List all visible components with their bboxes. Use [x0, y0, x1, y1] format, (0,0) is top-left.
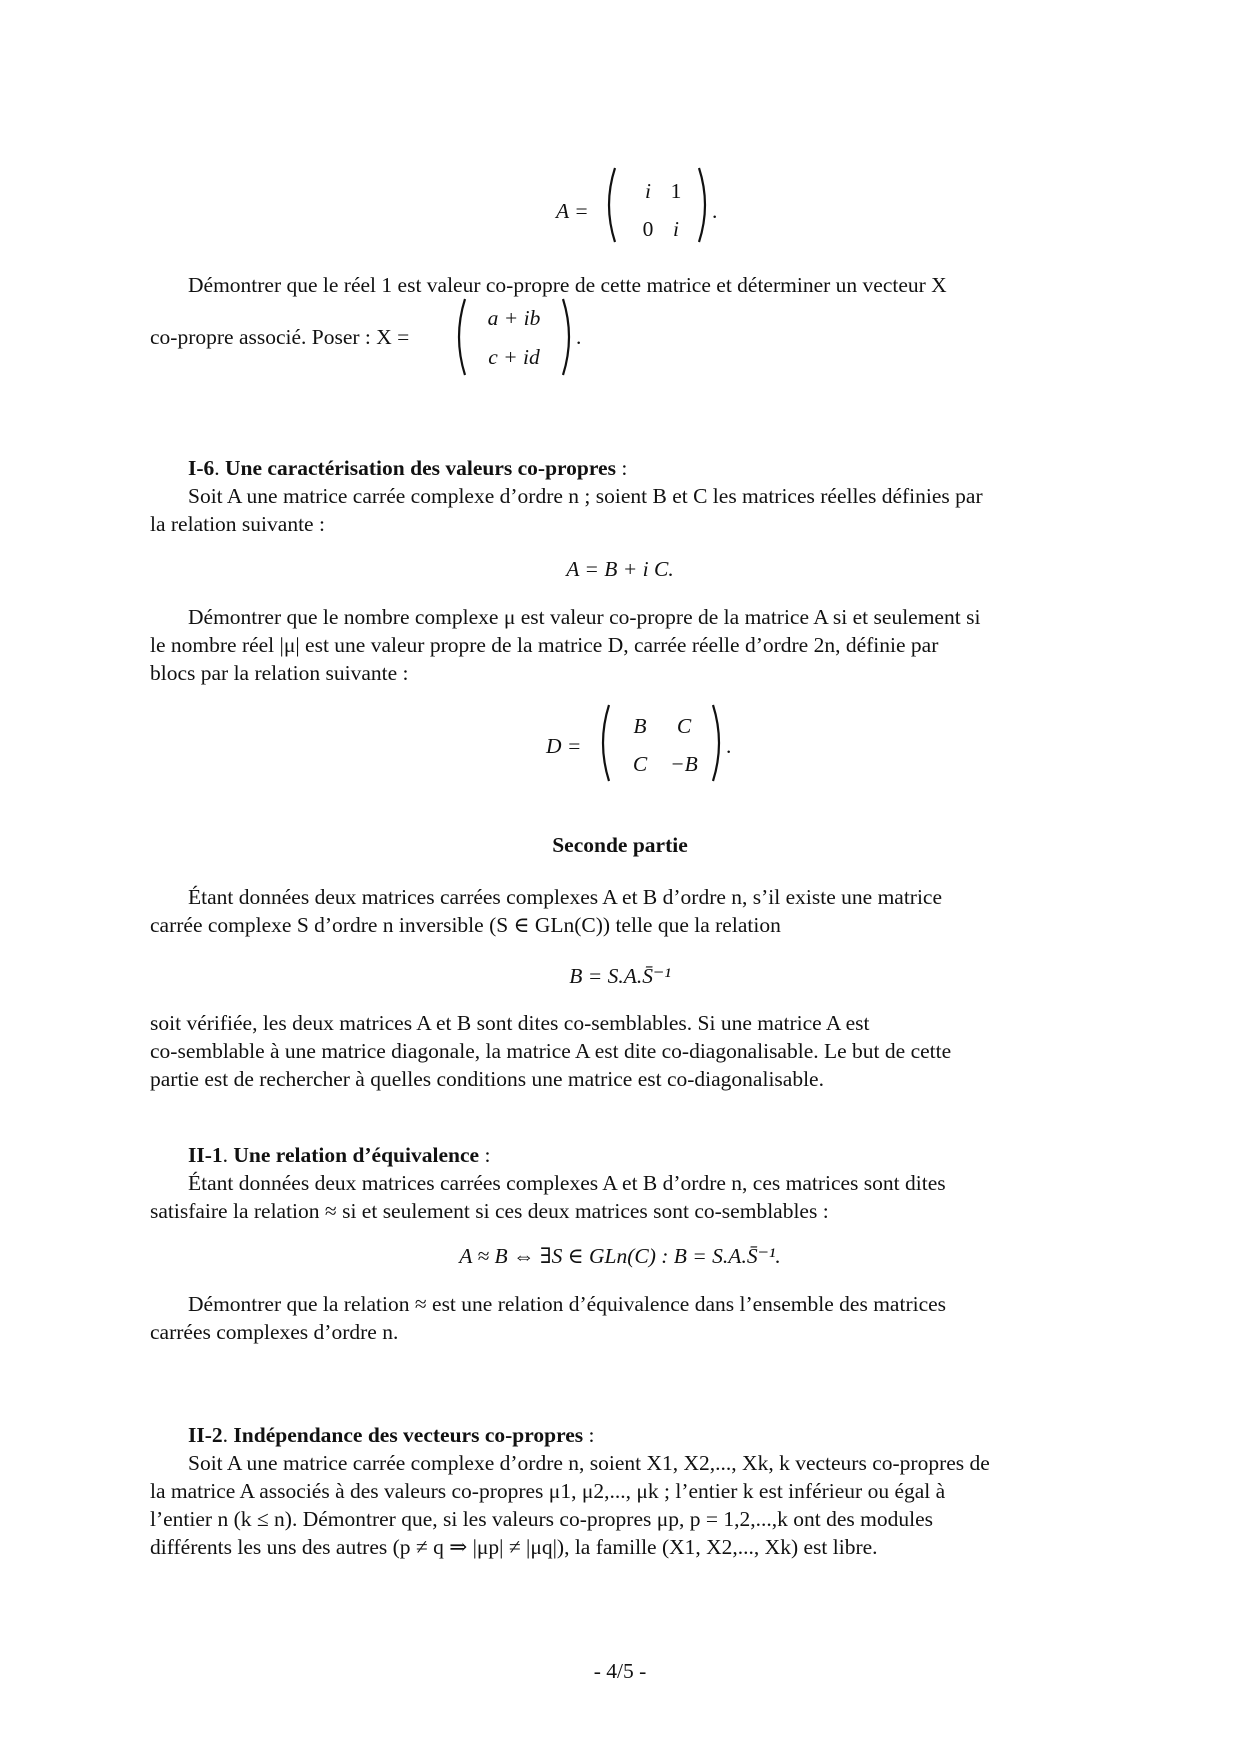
right-paren-icon	[708, 702, 728, 784]
section-ii2-line2: la matrice A associés à des valeurs co-propres μ1, μ2,..., μk ; l’entier k est inférieur ou égal à	[150, 1479, 946, 1503]
section-ii1-line1: Étant données deux matrices carrées complexes A et B d’ordre n, ces matrices sont dites	[188, 1171, 946, 1195]
section-ii2-line4: différents les uns des autres (p ≠ q ⇒ |μp| ≠ |μq|), la famille (X1, X2,..., Xk) est libre.	[150, 1535, 878, 1559]
section-ii2-heading: II-2. Indépendance des vecteurs co-propres :	[188, 1423, 595, 1447]
matrix-a-label: A =	[556, 199, 589, 223]
part2-line5: partie est de rechercher à quelles conditions une matrice est co-diagonalisable.	[150, 1067, 824, 1091]
matrix-d-end: .	[726, 734, 732, 758]
part2-line4: co-semblable à une matrice diagonale, la matrice A est dite co-diagonalisable. Le but de cette	[150, 1039, 952, 1063]
section-i6-number: I-6	[188, 456, 215, 480]
matrix-d-r1c2: C	[676, 714, 692, 738]
matrix-d-r1c1: B	[633, 714, 647, 738]
left-paren-icon	[600, 165, 620, 245]
section-i6-paragraph2	[150, 603, 1092, 687]
matrix-d-r2c2: −B	[670, 752, 698, 776]
matrix-a	[0, 165, 1240, 245]
paragraph-copropre	[150, 271, 1092, 299]
part-heading: Seconde partie	[552, 833, 688, 857]
section-ii2-title: Indépendance des vecteurs co-propres	[233, 1423, 584, 1447]
section-i6-p2-line2: le nombre réel |μ| est une valeur propre de la matrice D, carrée réelle d’ordre 2n, définie par	[150, 633, 939, 657]
matrix-a-r1c1: i	[645, 179, 651, 203]
equation-cosimilar: B = S.A.S̄⁻¹	[569, 964, 671, 988]
part2-line1: Étant données deux matrices carrées complexes A et B d’ordre n, s’il existe une matrice	[188, 885, 943, 909]
section-ii2	[150, 1421, 1092, 1561]
vector-x-bottom: c + id	[488, 345, 540, 369]
section-ii1-heading: II-1. Une relation d’équivalence :	[188, 1143, 491, 1167]
matrix-d-label: D =	[546, 734, 582, 758]
section-ii1-number: II-1	[188, 1143, 223, 1167]
section-ii2-line1: Soit A une matrice carrée complexe d’ordre n, soient X1, X2,..., Xk, k vecteurs co-propres de	[188, 1451, 990, 1475]
section-i6	[150, 454, 1092, 538]
matrix-a-end: .	[712, 199, 718, 223]
matrix-d	[0, 702, 1240, 784]
matrix-a-r2c2: i	[673, 217, 679, 241]
section-ii2-line3: l’entier n (k ≤ n). Démontrer que, si les valeurs co-propres μp, p = 1,2,...,k ont des modules	[150, 1507, 933, 1531]
section-i6-title: Une caractérisation des valeurs co-propres	[225, 456, 616, 480]
matrix-d-r2c1: C	[632, 752, 648, 776]
left-paren-icon	[594, 702, 614, 784]
vector-x-end: .	[576, 325, 582, 349]
section-i6-line1: Soit A une matrice carrée complexe d’ordre n ; soient B et C les matrices réelles définies par	[188, 484, 983, 508]
part2-definition	[150, 1009, 1092, 1093]
poser-text: co-propre associé. Poser : X =	[150, 325, 410, 349]
right-paren-icon	[558, 296, 578, 378]
part2-line2: carrée complexe S d’ordre n inversible (S ∈ GLn(C)) telle que la relation	[150, 913, 781, 937]
vector-x	[0, 296, 1240, 378]
paragraph-line: Démontrer que le réel 1 est valeur co-propre de cette matrice et déterminer un vecteur X	[188, 273, 947, 297]
section-i6-p2-line3: blocs par la relation suivante :	[150, 661, 409, 685]
section-i6-line2: la relation suivante :	[150, 512, 325, 536]
matrix-a-r1c2: 1	[670, 179, 682, 203]
section-ii1-p2-line1: Démontrer que la relation ≈ est une relation d’équivalence dans l’ensemble des matrices	[188, 1292, 947, 1316]
matrix-a-r2c1: 0	[642, 217, 654, 241]
section-ii1	[150, 1141, 1092, 1225]
equation-equivalence: A ≈ B ⇔ ∃S ∈ GLn(C) : B = S.A.S̄⁻¹.	[459, 1244, 781, 1268]
section-ii1-paragraph2	[150, 1290, 1092, 1346]
part2-line3: soit vérifiée, les deux matrices A et B sont dites co-semblables. Si une matrice A est	[150, 1011, 870, 1035]
section-ii1-line2: satisfaire la relation ≈ si et seulement si ces deux matrices sont co-semblables :	[150, 1199, 829, 1223]
section-i6-heading: I-6. Une caractérisation des valeurs co-propres :	[188, 456, 628, 480]
part2-intro	[150, 883, 1092, 939]
section-ii2-number: II-2	[188, 1423, 223, 1447]
right-paren-icon	[694, 165, 714, 245]
left-paren-icon	[450, 296, 470, 378]
page-number: - 4/5 -	[593, 1659, 647, 1683]
section-ii1-title: Une relation d’équivalence	[233, 1143, 480, 1167]
equation-abc: A = B + i C.	[566, 557, 674, 581]
section-ii1-p2-line2: carrées complexes d’ordre n.	[150, 1320, 399, 1344]
section-i6-p2-line1: Démontrer que le nombre complexe μ est valeur co-propre de la matrice A si et seulement si	[188, 605, 981, 629]
vector-x-top: a + ib	[487, 306, 541, 330]
